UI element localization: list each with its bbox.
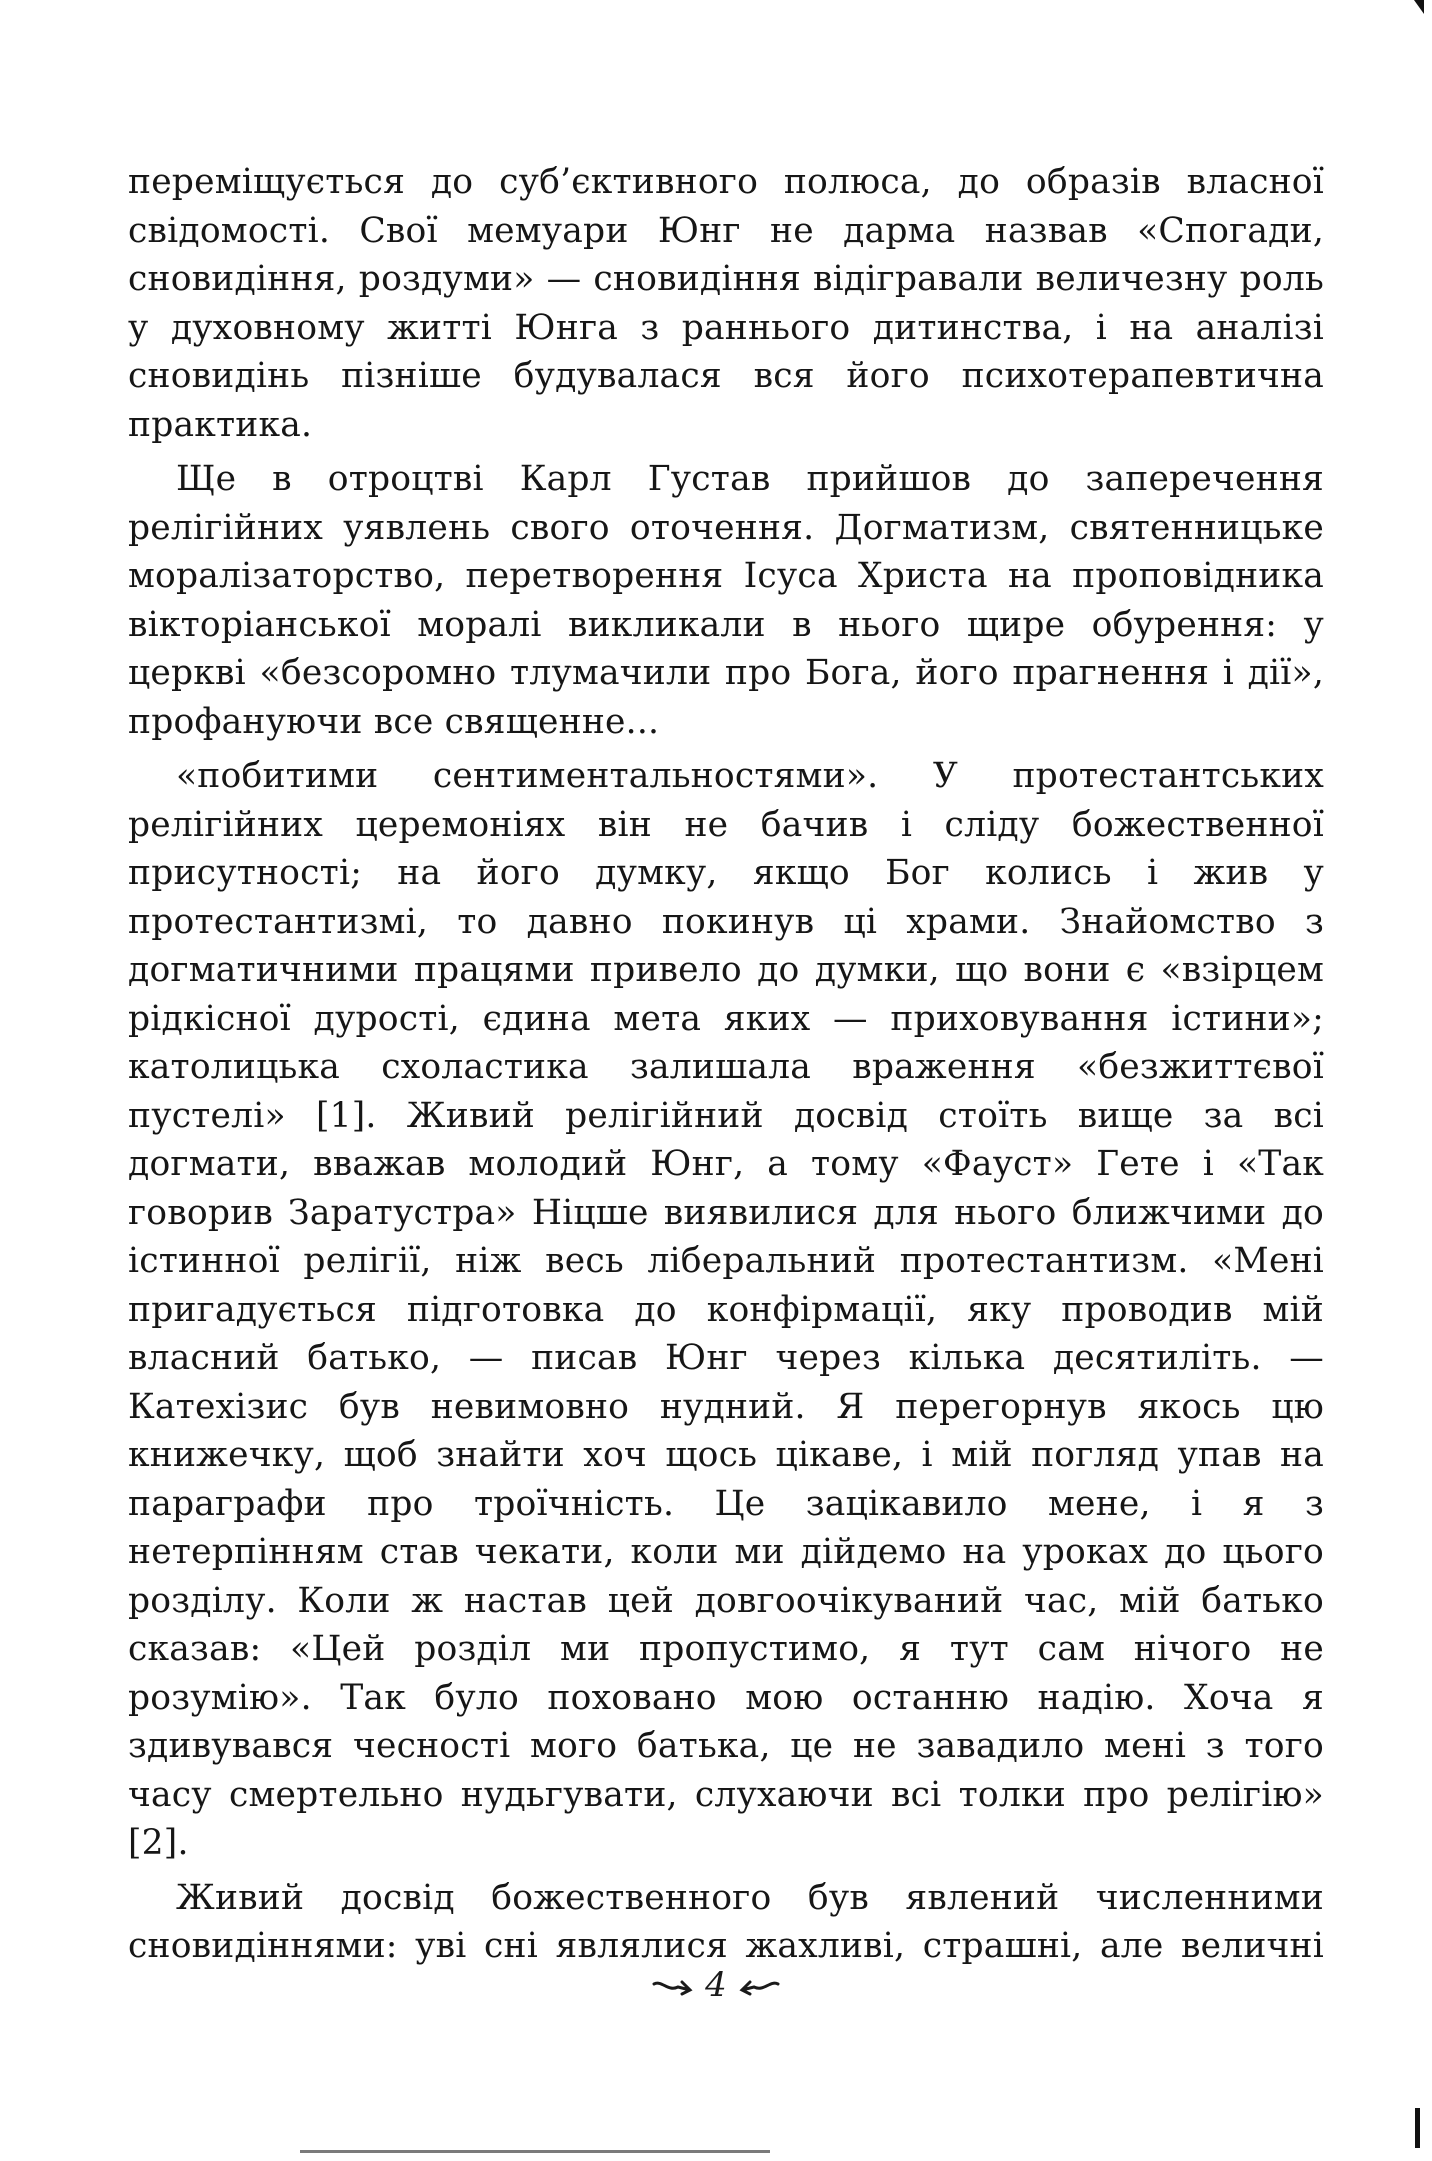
left-ornament-icon xyxy=(652,1978,694,1996)
page-edge-tick xyxy=(1415,2108,1420,2148)
paragraph-4: Живий досвід божественного був явлений численними сновидіннями: уві сні являлися жахливі, страшні, але величні xyxy=(128,1877,1324,1966)
page-body xyxy=(128,158,1324,1977)
page-footer xyxy=(0,1965,1432,2005)
page-corner-mark xyxy=(1414,0,1424,14)
paragraph-3: «побитими сентиментальностями». У протестантських релігійних церемоніях він не бачив і сліду божественної присутності; на його думку, якщо Бог колись і жив у протестантизмі, то давно покинув ці храми. Знайомство з догматичними працями привело до думки, що вони є «взірцем рідкісної дурості, єдина мета яких — приховування істини»; католицька схоластика залишала враження «безжиттєвої пустелі» [1]. Живий релігійний досвід стоїть вище за всі догмати, вважав молодий Юнг, а тому «Фауст» Гете і «Так говорив Заратустра» Ніцше виявилися для нього ближчими до істинної релігії, ніж весь ліберальний протестантизм. «Мені пригадується підготовка до конфірмації, яку проводив мій власний батько, — писав Юнг через кілька десятиліть. — Катехізис був невимовно нудний. Я перегорнув якось цю книжечку, щоб знайти хоч щось цікаве, і мій погляд упав на параграфи про троїчність. Це зацікавило мене, і я з нетерпінням став чекати, коли ми дійдемо на уроках до цього розділу. Коли ж настав цей довгоочікуваний час, мій батько сказав: «Цей розділ ми пропустимо, я тут сам нічого не розумію». Так було поховано мою останню надію. Хоча я здивувався чесності мого батька, це не завадило мені з того часу смертельно нудьгувати, слухаючи всі толки про релігію» [2]. xyxy=(128,756,1324,1863)
right-ornament-icon xyxy=(738,1978,780,1996)
paragraph-2: Ще в отроцтві Карл Густав прийшов до заперечення релігійних уявлень свого оточення. Догматизм, святенницьке моралізаторство, перетворення Ісуса Христа на проповідника вікторіанської моралі викликали в нього щире обурення: у церкві «безсоромно тлумачили про Бога, його прагнення і дії», профануючи все священне... xyxy=(128,459,1324,742)
bottom-edge-line xyxy=(300,2150,770,2153)
page-number: 4 xyxy=(705,1965,727,2005)
paragraph-1: переміщується до суб’єктивного полюса, до образів власної свідомості. Свої мемуари Юнг не дарма назвав «Спогади, сновидіння, роздуми» — сновидіння відігравали величезну роль у духовному житті Юнга з раннього дитинства, і на аналізі сновидінь пізніше будувалася вся його психотерапевтична практика. xyxy=(128,162,1324,445)
